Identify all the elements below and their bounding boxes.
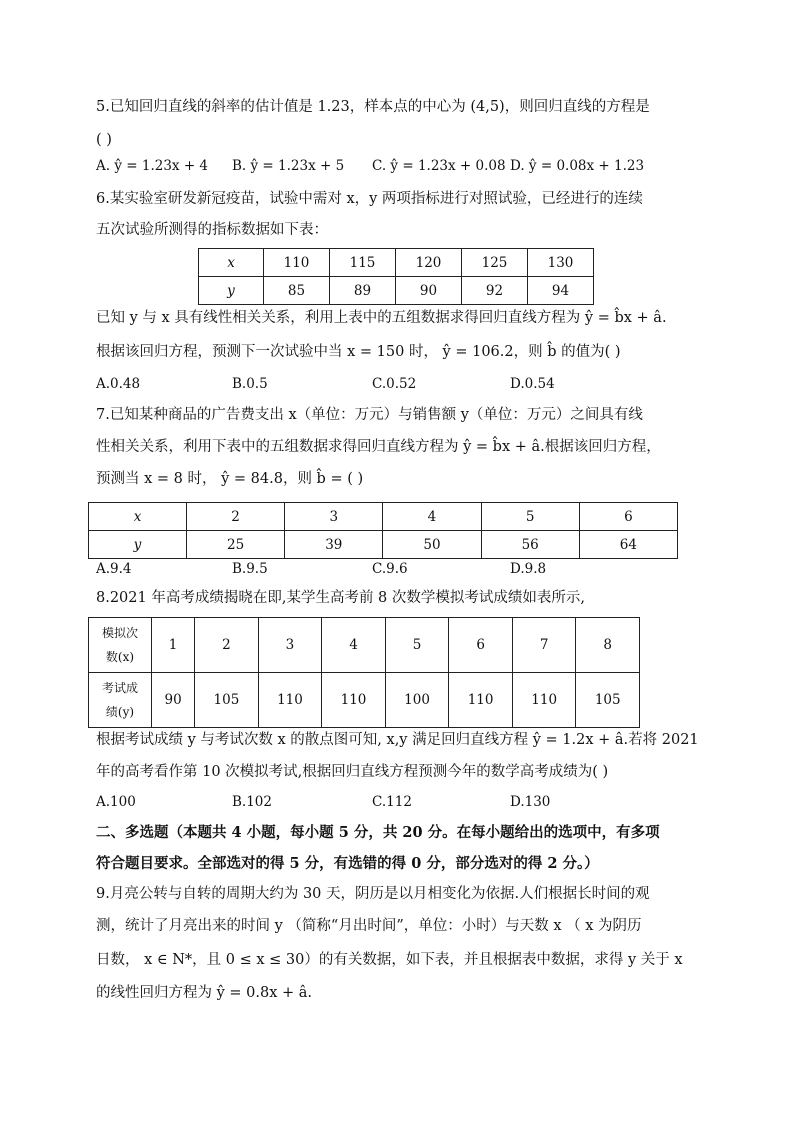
q6-y-value: 92 <box>462 277 528 305</box>
q6-y-value: 89 <box>330 277 396 305</box>
q6-y-value: 85 <box>264 277 330 305</box>
q6-line-4: 根据该回归方程，预测下一次试验中当 x = 150 时， ŷ = 106.2，则 b̂ 的值为( ) <box>96 344 621 360</box>
q6-option-b: B.0.5 <box>232 376 268 392</box>
q6-data-table <box>198 248 594 305</box>
q6-x-label: x <box>199 249 264 277</box>
q7-y-value: 64 <box>579 531 677 559</box>
q7-y-value: 50 <box>383 531 481 559</box>
q7-y-value: 56 <box>481 531 579 559</box>
q8-row1-label <box>89 618 152 673</box>
section-2-heading-line-2: 符合题目要求。全部选对的得 5 分，有选错的得 0 分，部分选对的得 2 分。） <box>96 855 599 872</box>
q7-y-value: 39 <box>285 531 383 559</box>
q8-y-value: 100 <box>385 673 449 728</box>
q6-line-3: 已知 y 与 x 具有线性相关关系，利用上表中的五组数据求得回归直线方程为 ŷ = b̂x + â. <box>96 310 667 326</box>
q8-line-1: 8.2021 年高考成绩揭晓在即,某学生高考前 8 次数学模拟考试成绩如表所示, <box>96 590 586 606</box>
q8-data-table <box>88 617 640 728</box>
q9-line-3: 日数， x ∈ N*，且 0 ≤ x ≤ 30）的有关数据，如下表，并且根据表中数据，求得 y 关于 x <box>96 952 683 968</box>
q7-x-label: x <box>89 503 187 531</box>
q8-line-2: 根据考试成绩 y 与考试次数 x 的散点图可知, x,y 满足回归直线方程 ŷ = 1.2x + â.若将 2021 <box>96 732 699 748</box>
q7-option-b: B.9.5 <box>232 561 268 577</box>
q6-y-label: y <box>199 277 264 305</box>
q6-x-value: 130 <box>528 249 594 277</box>
q8-row2-label <box>89 673 152 728</box>
q7-x-value: 6 <box>579 503 677 531</box>
q8-x-value: 4 <box>322 618 386 673</box>
q8-y-value: 105 <box>195 673 259 728</box>
q6-option-d: D.0.54 <box>510 376 555 392</box>
q8-y-value: 110 <box>258 673 322 728</box>
q6-x-value: 125 <box>462 249 528 277</box>
q5-option-a: A. ŷ = 1.23x + 4 <box>96 158 209 174</box>
q8-option-c: C.112 <box>372 794 412 810</box>
q7-y-label: y <box>89 531 187 559</box>
q7-option-c: C.9.6 <box>372 561 408 577</box>
q7-data-table <box>88 502 678 559</box>
q8-x-value: 2 <box>195 618 259 673</box>
q8-x-value: 7 <box>512 618 576 673</box>
q8-x-value: 1 <box>152 618 195 673</box>
q9-line-1: 9.月亮公转与自转的周期大约为 30 天，阴历是以月相变化为依据.人们根据长时间的观 <box>96 886 650 902</box>
q8-row1-label-a: 模拟次 <box>101 626 138 640</box>
q8-option-a: A.100 <box>96 794 136 810</box>
q5-stem: 5.已知回归直线的斜率的估计值是 1.23，样本点的中心为 (4,5)，则回归直线的方程是 <box>96 99 650 115</box>
q6-x-value: 110 <box>264 249 330 277</box>
q8-line-3: 年的高考看作第 10 次模拟考试,根据回归直线方程预测今年的数学高考成绩为( ) <box>96 764 609 780</box>
q6-line-2: 五次试验所测得的指标数据如下表： <box>96 222 328 238</box>
q7-line-2: 性相关关系，利用下表中的五组数据求得回归直线方程为 ŷ = b̂x + â.根据该回归方程， <box>96 439 661 455</box>
q8-y-value: 110 <box>512 673 576 728</box>
q8-row2-label-a: 考试成 <box>101 681 138 695</box>
q7-x-value: 4 <box>383 503 481 531</box>
q6-x-value: 115 <box>330 249 396 277</box>
section-2-heading-line-1: 二、多选题（本题共 4 小题，每小题 5 分，共 20 分。在每小题给出的选项中，有多项 <box>96 824 660 841</box>
q9-line-4: 的线性回归方程为 ŷ = 0.8x + â. <box>96 985 313 1001</box>
q7-option-d: D.9.8 <box>510 561 547 577</box>
q6-x-value: 120 <box>396 249 462 277</box>
q5-option-b: B. ŷ = 1.23x + 5 <box>232 158 345 174</box>
q8-x-value: 8 <box>576 618 640 673</box>
q7-x-value: 3 <box>285 503 383 531</box>
q8-row1-label-b: 数(x) <box>105 650 135 664</box>
q6-line-1: 6.某实验室研发新冠疫苗，试验中需对 x，y 两项指标进行对照试验，已经进行的连续 <box>96 191 643 207</box>
q8-option-b: B.102 <box>232 794 272 810</box>
q9-line-2: 测，统计了月亮出来的时间 y （简称“月出时间”，单位：小时）与天数 x （ x 为阴历 <box>96 918 642 934</box>
q8-option-d: D.130 <box>510 794 551 810</box>
q6-option-a: A.0.48 <box>96 376 141 392</box>
q7-option-a: A.9.4 <box>96 561 132 577</box>
q6-y-value: 90 <box>396 277 462 305</box>
q7-x-value: 2 <box>187 503 285 531</box>
q6-y-value: 94 <box>528 277 594 305</box>
q8-x-value: 3 <box>258 618 322 673</box>
q5-answer-paren: ( ) <box>96 132 112 148</box>
q8-x-value: 5 <box>385 618 449 673</box>
q7-x-value: 5 <box>481 503 579 531</box>
q8-y-value: 90 <box>152 673 195 728</box>
q8-y-value: 110 <box>449 673 513 728</box>
q5-option-c: C. ŷ = 1.23x + 0.08 <box>372 158 506 174</box>
q7-line-1: 7.已知某种商品的广告费支出 x（单位：万元）与销售额 y（单位：万元）之间具有线 <box>96 407 643 423</box>
q8-y-value: 105 <box>576 673 640 728</box>
q6-option-c: C.0.52 <box>372 376 417 392</box>
q7-line-3: 预测当 x = 8 时， ŷ = 84.8，则 b̂ = ( ) <box>96 471 364 487</box>
q5-option-d: D. ŷ = 0.08x + 1.23 <box>510 158 645 174</box>
q7-y-value: 25 <box>187 531 285 559</box>
q8-y-value: 110 <box>322 673 386 728</box>
q8-row2-label-b: 绩(y) <box>105 705 135 719</box>
q8-x-value: 6 <box>449 618 513 673</box>
